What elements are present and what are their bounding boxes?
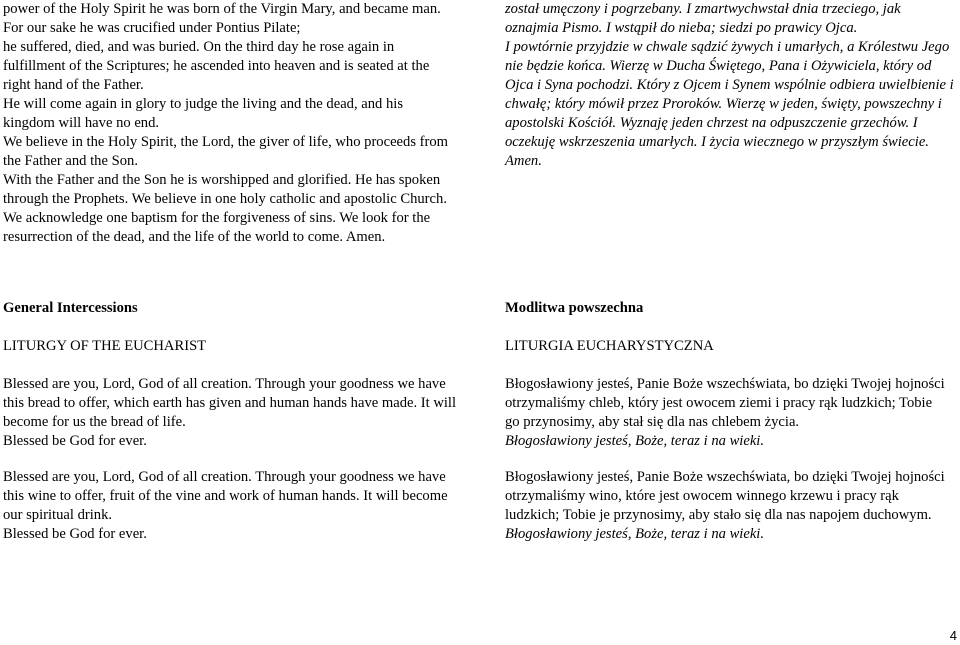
prayer-response: Błogosławiony jesteś, Boże, teraz i na wieki.: [505, 526, 765, 542]
prayer-text: Błogosławiony jesteś, Panie Boże wszechświata, bo dzięki Twojej hojności otrzymaliśmy wino, które jest owocem winnego krzewu i pracy rąk ludzkich; Tobie je przynosimy, aby stało się dla nas napojem duchowym.: [505, 469, 945, 523]
liturgy-heading-pl: LITURGIA EUCHARYSTYCZNA: [505, 338, 714, 354]
bread-prayer-pl: [505, 375, 945, 451]
creed-en-line: We believe in the Holy Spirit, the Lord, the giver of life, who proceeds from the Father and the Son.: [3, 134, 449, 169]
bread-prayer-en: [3, 375, 458, 451]
prayer-text: Blessed are you, Lord, God of all creation. Through your goodness we have this bread to offer, which earth has given and human hands have made. It will become for us the bread of life.: [3, 376, 457, 430]
creed-en-line: he suffered, died, and was buried. On the third day he rose again in fulfillment of the Scriptures; he ascended into heaven and is seated at the right hand of the Father.: [3, 39, 430, 93]
creed-en-line: With the Father and the Son he is worshipped and glorified. He has spoken through the Prophets. We believe in one holy catholic and apostolic Church. We acknowledge one baptism for the forgiveness of sins. We look for the resurrection of the dead, and the life of the world to come. Amen.: [3, 172, 447, 245]
prayer-response: Blessed be God for ever.: [3, 526, 147, 542]
prayer-response: Błogosławiony jesteś, Boże, teraz i na wieki.: [505, 433, 765, 449]
creed-english: [3, 0, 458, 247]
creed-pl-line: I powtórnie przyjdzie w chwale sądzić żywych i umarłych, a Królestwu Jego nie będzie końca. Wierzę w Ducha Świętego, Pana i Ożywiciela, który od Ojca i Syna pochodzi. Który z Ojcem i Synem wspólnie odbiera uwielbienie i chwałę; który mówił przez Proroków. Wierzę w jeden, święty, powszechny i apostolski Kościół. Wyznaję jeden chrzest na odpuszczenie grzechów. I oczekuję wskrzeszenia umarłych. I życia wiecznego w przyszłym świecie. Amen.: [505, 39, 954, 169]
intercessions-heading-en: General Intercessions: [3, 300, 138, 316]
intercessions-heading-pl: Modlitwa powszechna: [505, 300, 644, 316]
wine-prayer-pl: [505, 468, 945, 544]
prayer-response: Blessed be God for ever.: [3, 433, 147, 449]
wine-prayer-en: [3, 468, 458, 544]
page-number: 4: [949, 628, 957, 643]
creed-en-line: For our sake he was crucified under Pontius Pilate;: [3, 20, 301, 36]
creed-en-line: power of the Holy Spirit he was born of the Virgin Mary, and became man.: [3, 1, 441, 17]
prayer-text: Błogosławiony jesteś, Panie Boże wszechświata, bo dzięki Twojej hojności otrzymaliśmy chleb, który jest owocem ziemi i pracy rąk ludzkich; Tobie go przynosimy, aby stał się dla nas chlebem życia.: [505, 376, 945, 430]
liturgy-heading-en: LITURGY OF THE EUCHARIST: [3, 338, 207, 354]
prayer-text: Blessed are you, Lord, God of all creation. Through your goodness we have this wine to offer, fruit of the vine and work of human hands. It will become our spiritual drink.: [3, 469, 448, 523]
creed-pl-line: został umęczony i pogrzebany. I zmartwychwstał dnia trzeciego, jak oznajmia Pismo. I wstąpił do nieba; siedzi po prawicy Ojca.: [505, 1, 901, 36]
creed-polish: [505, 0, 955, 171]
creed-en-line: He will come again in glory to judge the living and the dead, and his kingdom will have no end.: [3, 96, 404, 131]
